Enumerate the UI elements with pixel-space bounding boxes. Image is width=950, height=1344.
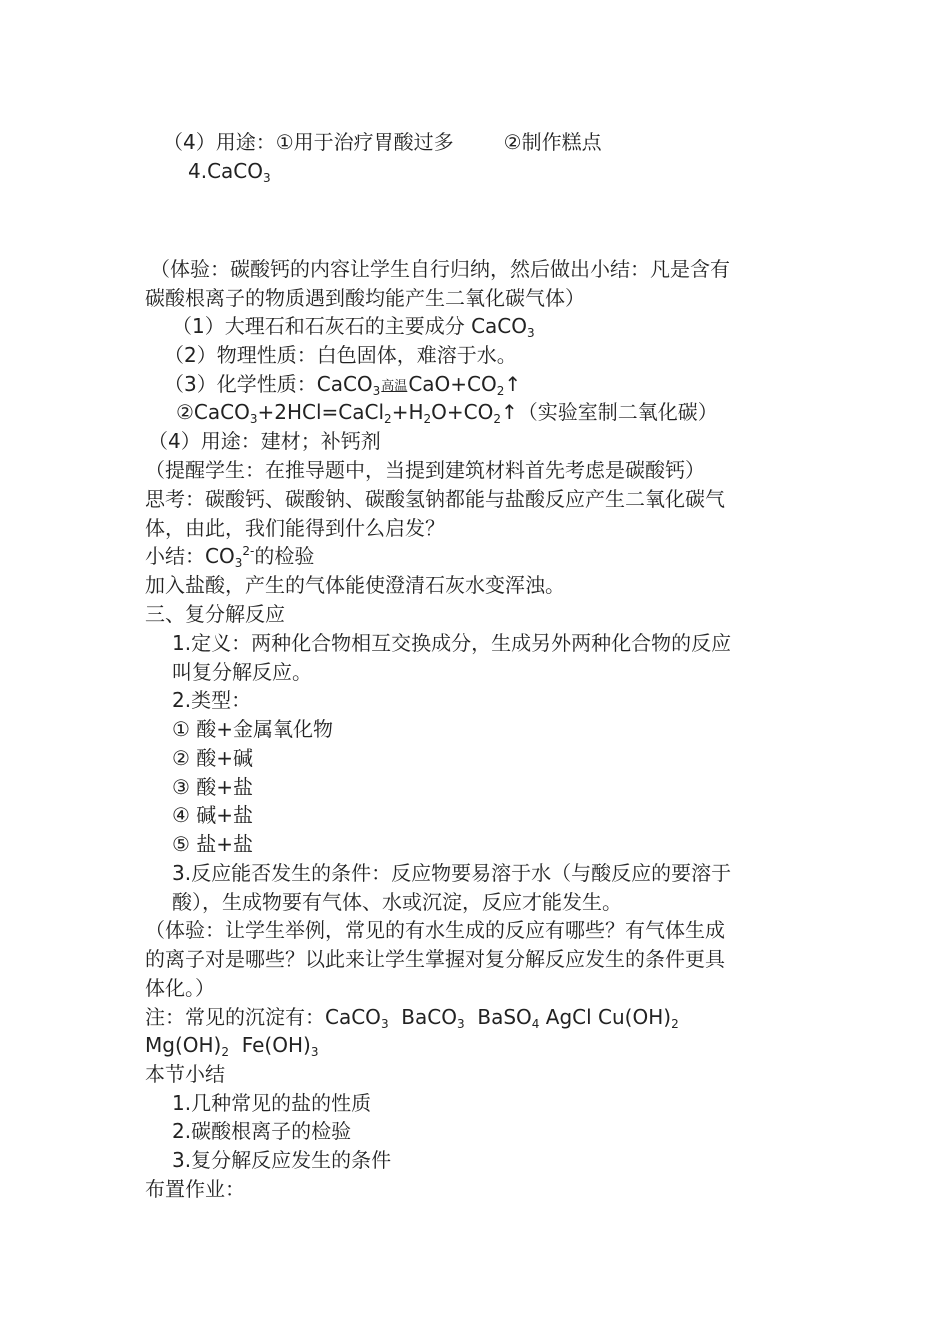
caco3-reaction-hcl: $②CaCO_3+2HCl=CaCl_2+H_2O+CO_2↑$（实验室制二氧化碳） (176, 400, 718, 426)
type-item: ④ 碱+盐 (172, 803, 254, 827)
use-item-2: ②制作糕点 (503, 130, 602, 154)
summary-item: 3.复分解反应发生的条件 (172, 1148, 392, 1172)
carbonate-test-method: 加入盐酸，产生的气体能使澄清石灰水变浑浊。 (145, 573, 565, 597)
experience-2-line-3: 体化。） (145, 976, 215, 1000)
caco3-point-2: （2）物理性质：白色固体，难溶于水。 (164, 343, 517, 367)
precipitates-line-2: $Mg(OH)_2$ $Fe(OH)_3$ (145, 1033, 319, 1059)
think-line-2: 体，由此，我们能得到什么启发？ (145, 516, 445, 540)
section-title-double-decomposition: 三、复分解反应 (145, 602, 285, 626)
section-heading-caco3: 4.CaCO$_3$ (188, 159, 271, 185)
caco3-point-3: （3）化学性质：CaCO$_3$高温$CaO+CO_2↑$ (164, 370, 521, 401)
think-line-1: 思考：碳酸钙、碳酸钠、碳酸氢钠都能与盐酸反应产生二氧化碳气 (145, 487, 725, 511)
use-item-1: （4）用途：①用于治疗胃酸过多 (163, 130, 454, 154)
summary-item: 2.碳酸根离子的检验 (172, 1119, 352, 1143)
lesson-summary-title: 本节小结 (145, 1062, 225, 1086)
reaction-condition: 高温 (381, 379, 408, 394)
condition-line-2: 酸），生成物要有气体、水或沉淀，反应才能发生。 (172, 890, 622, 914)
types-title: 2.类型： (172, 688, 252, 712)
type-item: ⑤ 盐+盐 (172, 832, 254, 856)
type-item: ② 酸+碱 (172, 746, 254, 770)
caco3-point-1: （1）大理石和石灰石的主要成分 CaCO$_3$ (172, 314, 535, 340)
precipitates-line-1: 注：常见的沉淀有：CaCO$_3$ BaCO$_3$ BaSO$_4$ AgCl $Cu(OH)_2$ (145, 1005, 679, 1031)
experience-2-line-2: 的离子对是哪些？以此来让学生掌握对复分解反应发生的条件更具 (145, 947, 725, 971)
experience-note-line-2: 碳酸根离子的物质遇到酸均能产生二氧化碳气体） (145, 286, 585, 310)
summary-item: 1.几种常见的盐的性质 (172, 1091, 372, 1115)
use-line (163, 128, 602, 156)
homework-label: 布置作业： (145, 1177, 245, 1201)
summary-carbonate-test: 小结：$CO_3^{2-}$的检验 (145, 544, 315, 570)
condition-line-1: 3.反应能否发生的条件：反应物要易溶于水（与酸反应的要溶于 (172, 861, 732, 885)
definition-line-2: 叫复分解反应。 (172, 660, 312, 684)
experience-note-line-1: （体验：碳酸钙的内容让学生自行归纳，然后做出小结：凡是含有 (150, 257, 730, 281)
experience-2-line-1: （体验：让学生举例，常见的有水生成的反应有哪些？有气体生成 (145, 918, 725, 942)
reminder-note: （提醒学生：在推导题中，当提到建筑材料首先考虑是碳酸钙） (145, 458, 705, 482)
caco3-point-4: （4）用途：建材；补钙剂 (148, 429, 381, 453)
type-item: ① 酸+金属氧化物 (172, 717, 334, 741)
type-item: ③ 酸+盐 (172, 775, 254, 799)
definition-line-1: 1.定义：两种化合物相互交换成分，生成另外两种化合物的反应 (172, 631, 732, 655)
